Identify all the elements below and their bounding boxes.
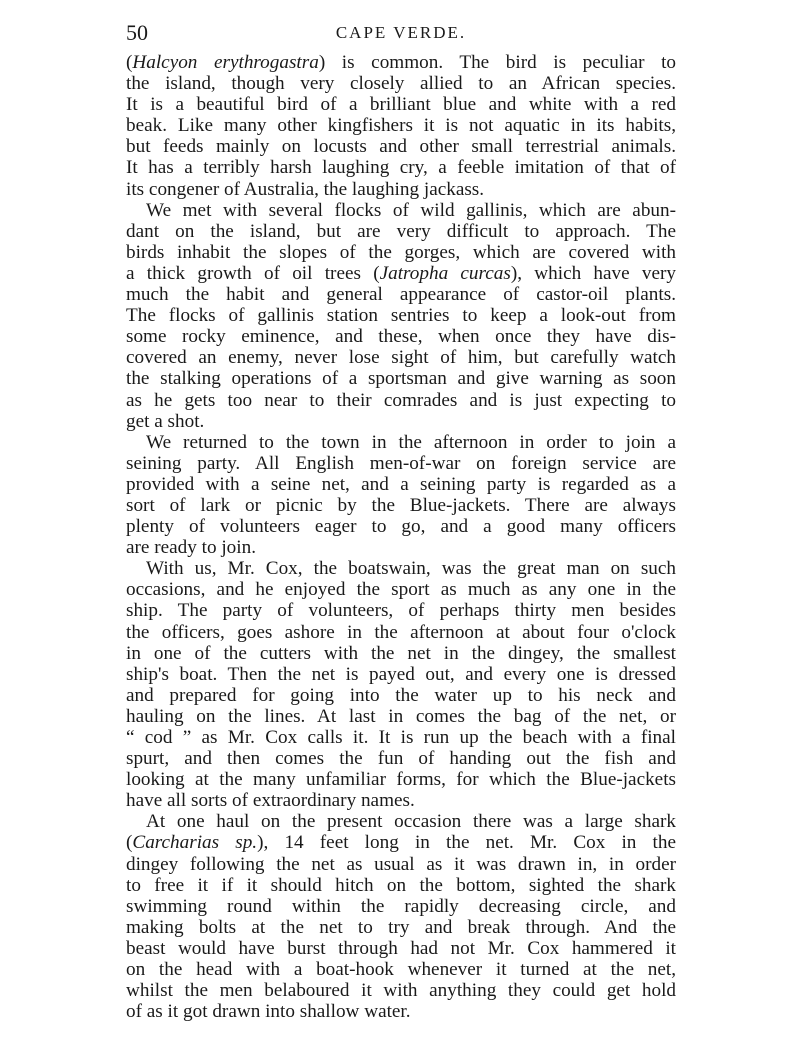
text-line: of as it got drawn into shallow water. — [126, 1001, 411, 1023]
text-line: (Halcyon erythrogastra) is common. The bird is peculiar to — [126, 52, 676, 73]
text-line: plenty of volunteers eager to go, and a good many officers — [126, 516, 676, 538]
text-line: covered an enemy, never lose sight of him, but carefully watch — [126, 347, 676, 369]
italic-term: Halcyon erythrogastra — [132, 52, 319, 73]
italic-term: Jatropha curcas — [379, 262, 511, 284]
text-line: occasions, and he enjoyed the sport as much as any one in the — [126, 579, 676, 601]
running-head — [126, 18, 676, 52]
text-line: some rocky eminence, and these, when once they have dis- — [126, 326, 676, 348]
text-line: ship's boat. Then the net is payed out, and every one is dressed — [126, 663, 676, 685]
text-line: beak. Like many other kingfishers it is not aquatic in its habits, — [126, 115, 676, 137]
text-line: At one haul on the present occasion there was a large shark — [146, 811, 676, 833]
page-number: 50 — [126, 20, 148, 45]
text-line: provided with a seine net, and a seining party is regarded as a — [126, 473, 676, 495]
text-line: hauling on the lines. At last in comes the bag of the net, or — [126, 705, 676, 727]
text-line: dingey following the net as usual as it was drawn in, in order — [126, 853, 676, 875]
book-page — [126, 18, 676, 1022]
text-line: the stalking operations of a sportsman and give warning as soon — [126, 368, 676, 390]
text-line: ship. The party of volunteers, of perhaps thirty men besides — [126, 600, 676, 622]
text-line: a thick growth of oil trees (Jatropha curcas), which have very — [126, 262, 676, 284]
text-line: whilst the men belaboured it with anything they could get hold — [126, 980, 676, 1002]
text-line: looking at the many unfamiliar forms, for which the Blue-jackets — [126, 769, 676, 791]
paragraph — [126, 200, 676, 432]
text-line: spurt, and then comes the fun of handing out the fish and — [126, 748, 676, 770]
text-line: swimming round within the rapidly decreasing circle, and — [126, 895, 676, 917]
text-line: “ cod ” as Mr. Cox calls it. It is run up the beach with a final — [126, 727, 676, 748]
text-line: seining party. All English men-of-war on foreign service are — [126, 452, 676, 474]
text-line: have all sorts of extraordinary names. — [126, 790, 415, 812]
italic-term: Carcharias sp. — [132, 832, 258, 854]
text-line: the island, though very closely allied to an African species. — [126, 73, 676, 95]
text-line: dant on the island, but are very difficult to approach. The — [126, 220, 676, 242]
running-title: CAPE VERDE. — [335, 23, 467, 42]
text-line: in one of the cutters with the net in the dingey, the smallest — [126, 642, 676, 664]
text-line: The flocks of gallinis station sentries to keep a look-out from — [126, 305, 676, 327]
text-line: its congener of Australia, the laughing jackass. — [126, 178, 485, 200]
text-line: birds inhabit the slopes of the gorges, which are covered with — [126, 241, 676, 263]
paragraph — [126, 558, 676, 811]
text-line: (Carcharias sp.), 14 feet long in the net. Mr. Cox in the — [126, 832, 676, 854]
paragraph — [126, 52, 676, 200]
text-line: but feeds mainly on locusts and other small terrestrial animals. — [126, 136, 676, 158]
text-line: are ready to join. — [126, 537, 256, 559]
paragraph — [126, 432, 676, 559]
text-line: and prepared for going into the water up to his neck and — [126, 684, 676, 706]
text-line: We met with several flocks of wild gallinis, which are abun- — [146, 199, 676, 221]
text-line: much the habit and general appearance of castor-oil plants. — [126, 284, 676, 306]
text-line: to free it if it should hitch on the bottom, sighted the shark — [126, 874, 676, 896]
text-line: It is a beautiful bird of a brilliant blue and white with a red — [126, 94, 676, 116]
text-line: making bolts at the net to try and break through. And the — [126, 916, 676, 938]
text-line: get a shot. — [126, 410, 205, 432]
text-line: sort of lark or picnic by the Blue-jackets. There are always — [126, 494, 676, 516]
paragraph — [126, 811, 676, 1022]
text-line: We returned to the town in the afternoon in order to join a — [146, 431, 676, 453]
text-line: as he gets too near to their comrades and is just expecting to — [126, 389, 676, 411]
body-text — [126, 52, 676, 1022]
text-line: It has a terribly harsh laughing cry, a feeble imitation of that of — [126, 157, 676, 179]
text-line: With us, Mr. Cox, the boatswain, was the great man on such — [146, 558, 676, 580]
text-line: the officers, goes ashore in the afternoon at about four o'clock — [126, 621, 676, 643]
text-line: beast would have burst through had not Mr. Cox hammered it — [126, 937, 676, 959]
text-line: on the head with a boat-hook whenever it turned at the net, — [126, 959, 676, 981]
